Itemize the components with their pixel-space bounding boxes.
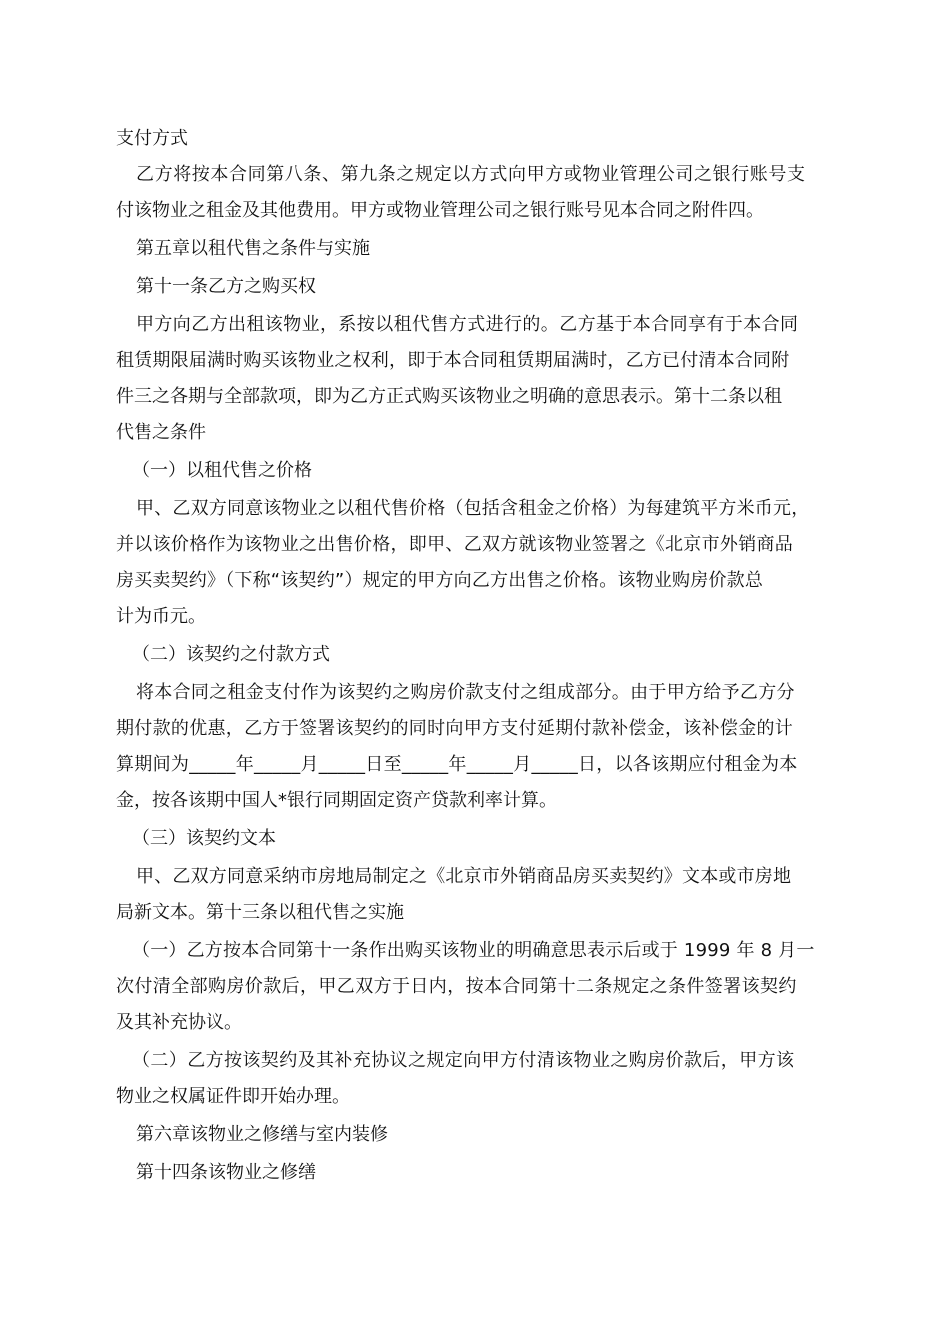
clause-heading: （二）该契约之付款方式 xyxy=(132,644,330,665)
paragraph-line: （二）乙方按该契约及其补充协议之规定向甲方付清该物业之购房价款后，甲方该 xyxy=(132,1050,795,1071)
clause-heading: （一）以租代售之价格 xyxy=(132,460,312,481)
paragraph-line: 乙方将按本合同第八条、第九条之规定以方式向甲方或物业管理公司之银行账号支 xyxy=(136,164,806,185)
paragraph-line: 件三之各期与全部款项，即为乙方正式购买该物业之明确的意思表示。第十二条以租 xyxy=(116,386,782,407)
paragraph-line: 算期间为_____年_____月_____日至_____年_____月_____日，以各该期应付租金为本 xyxy=(116,754,798,775)
paragraph-line: 甲、乙双方同意该物业之以租代售价格（包括含租金之价格）为每建筑平方米币元， xyxy=(136,498,810,519)
paragraph-line: 租赁期限届满时购买该物业之权利，即于本合同租赁期届满时，乙方已付清本合同附 xyxy=(116,350,790,371)
clause-heading: （三）该契约文本 xyxy=(132,828,276,849)
paragraph-line: 局新文本。第十三条以租代售之实施 xyxy=(116,902,404,923)
paragraph-line: 物业之权属证件即开始办理。 xyxy=(116,1086,350,1107)
section-heading-payment-method: 支付方式 xyxy=(116,128,188,149)
paragraph-line: 房买卖契约》（下称“该契约”）规定的甲方向乙方出售之价格。该物业购房价款总 xyxy=(116,570,764,591)
paragraph-line: 金，按各该期中国人*银行同期固定资产贷款利率计算。 xyxy=(116,790,557,811)
article-heading: 第十一条乙方之购买权 xyxy=(136,276,316,297)
paragraph-line: 代售之条件 xyxy=(116,422,206,443)
paragraph-line: 付该物业之租金及其他费用。甲方或物业管理公司之银行账号见本合同之附件四。 xyxy=(116,200,764,221)
chapter-heading: 第六章该物业之修缮与室内装修 xyxy=(136,1124,388,1145)
paragraph-line: 甲方向乙方出租该物业，系按以租代售方式进行的。乙方基于本合同享有于本合同 xyxy=(136,314,799,335)
paragraph-line: 计为币元。 xyxy=(116,606,206,627)
paragraph-line: 甲、乙双方同意采纳市房地局制定之《北京市外销商品房买卖契约》文本或市房地 xyxy=(136,866,792,887)
paragraph-line: 期付款的优惠，乙方于签署该契约的同时向甲方支付延期付款补偿金，该补偿金的计 xyxy=(116,718,794,739)
paragraph-line: 次付清全部购房价款后，甲乙双方于日内，按本合同第十二条规定之条件签署该契约 xyxy=(116,976,797,997)
paragraph-line: 将本合同之租金支付作为该契约之购房价款支付之组成部分。由于甲方给予乙方分 xyxy=(136,682,795,703)
paragraph-line: 及其补充协议。 xyxy=(116,1012,242,1033)
paragraph-line: （一）乙方按本合同第十一条作出购买该物业的明确意思表示后或于 1999 年 8 月一 xyxy=(132,940,815,961)
paragraph-line: 并以该价格作为该物业之出售价格，即甲、乙双方就该物业签署之《北京市外销商品 xyxy=(116,534,794,555)
chapter-heading: 第五章以租代售之条件与实施 xyxy=(136,238,370,259)
article-heading: 第十四条该物业之修缮 xyxy=(136,1162,316,1183)
